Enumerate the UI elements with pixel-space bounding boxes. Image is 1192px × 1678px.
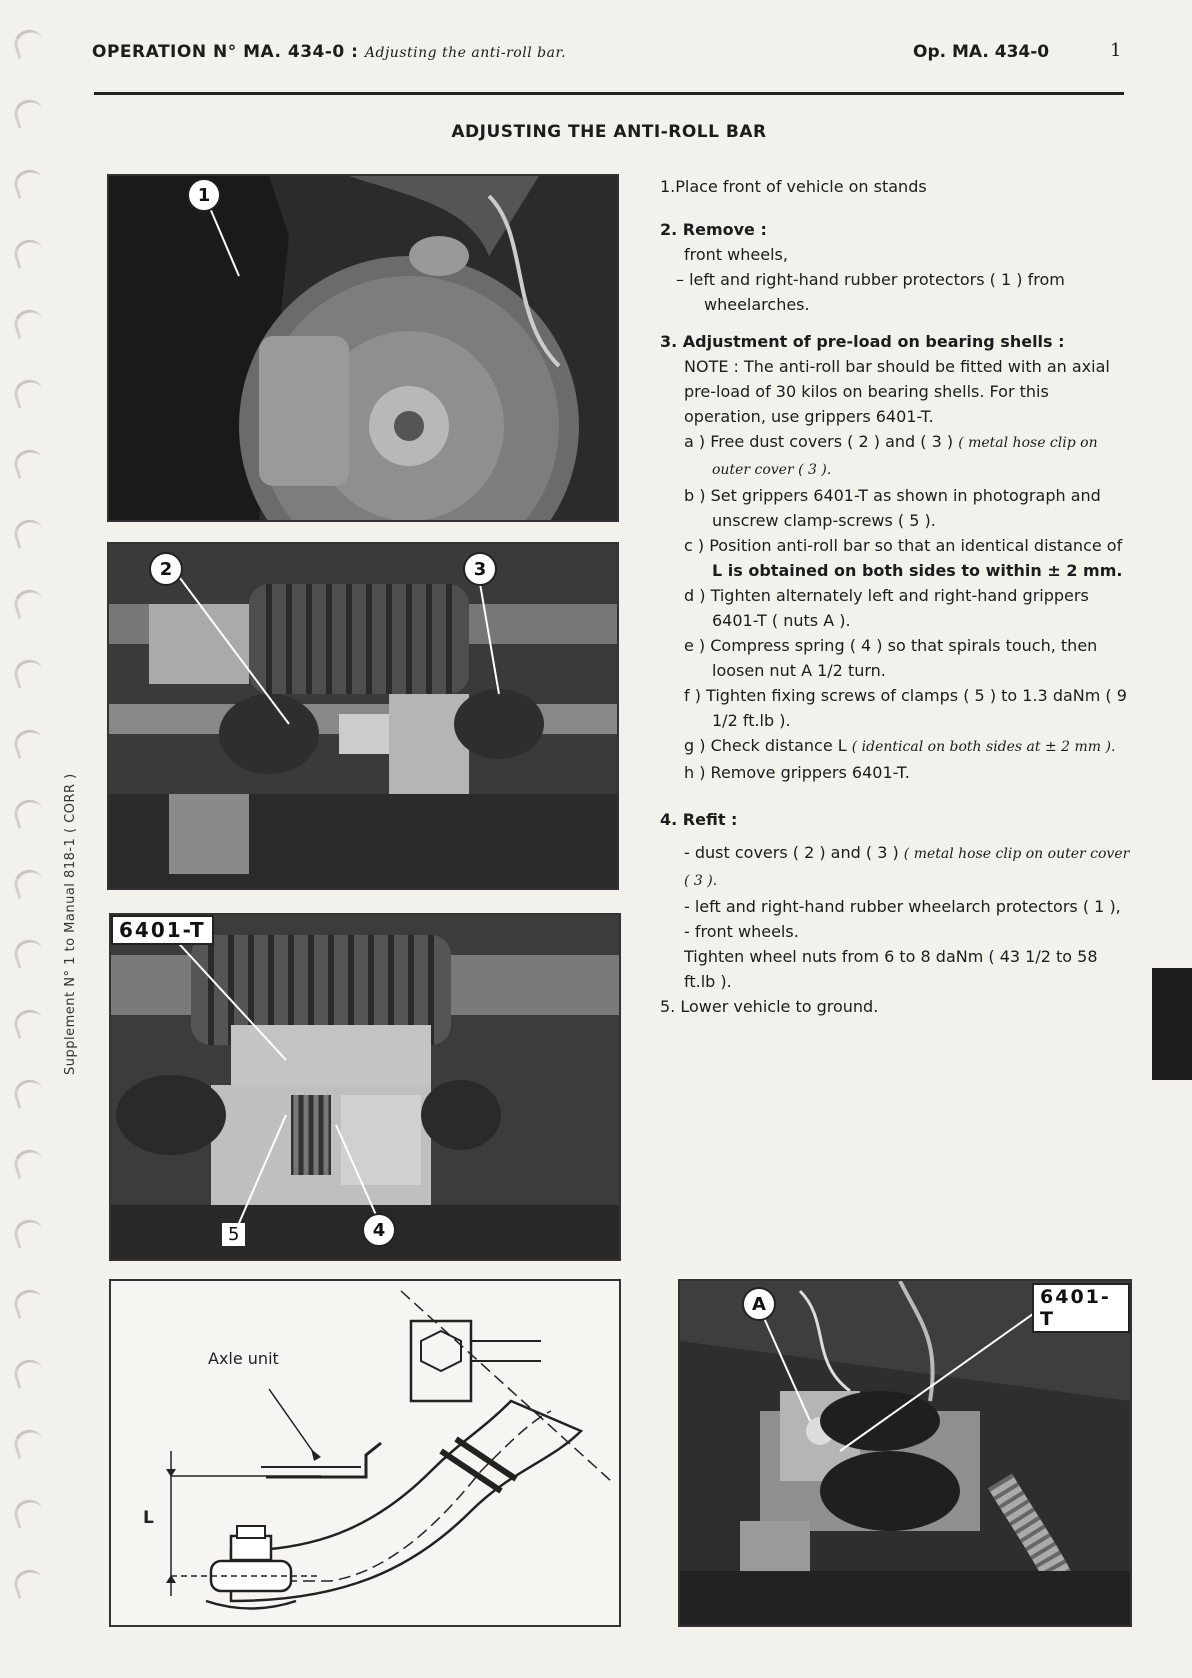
tool-label-6401-t: 6401-T [111,915,214,945]
callout-4: 4 [362,1213,396,1247]
step-3g [660,733,1130,760]
callout-a: A [742,1287,776,1321]
page-title: ADJUSTING THE ANTI-ROLL BAR [451,122,767,142]
operation-reference: Op. MA. 434-0 [913,42,1050,62]
step-3e: e ) Compress spring ( 4 ) so that spirals touch, then loosen nut A 1/2 turn. [684,636,1098,680]
step-3a-text: a ) Free dust covers ( 2 ) and ( 3 ) [684,432,954,451]
step-3f: f ) Tighten fixing screws of clamps ( 5 ) to 1.3 daNm ( 9 1/2 ft.lb ). [684,686,1127,730]
operation-code: OPERATION N° MA. 434-0 : [92,42,359,62]
step-2-heading: 2. Remove : [660,220,767,239]
section-tab-marker [1152,968,1192,1080]
header-divider [94,92,1124,95]
step-3c [660,533,1130,583]
step-1: 1.Place front of vehicle on stands [660,177,927,196]
step-3h: h ) Remove grippers 6401-T. [684,763,910,782]
dimension-l-label: L [143,1508,154,1528]
step-4c: - front wheels. [684,922,799,941]
step-3c-text: c ) Position anti-roll bar so that an identical distance of [684,536,1123,555]
step-3-note: NOTE : The anti-roll bar should be fitted with an axial pre-load of 30 kilos on bearing shells. For this operation, use grippers 6401-T. [684,357,1110,426]
step-3-heading: 3. Adjustment of pre-load on bearing shells : [660,332,1065,351]
step-4a [660,840,1130,894]
step-4a-note: ( metal hose clip on outer cover ( 3 ). [684,846,1130,889]
diagram-axle-unit [109,1279,621,1627]
side-note: Supplement N° 1 to Manual 818-1 ( CORR ) [63,773,78,1075]
tool-label-6401-t-photo4: 6401-T [1032,1283,1130,1333]
step-3a-note: ( metal hose clip on outer cover ( 3 ). [712,435,1098,478]
axle-diagram-drawing [111,1281,619,1625]
step-3b: b ) Set grippers 6401-T as shown in photograph and unscrew clamp-screws ( 5 ). [684,486,1101,530]
callout-1: 1 [187,178,221,212]
photo-grippers [109,913,621,1261]
header-operation [92,42,566,62]
step-3a [660,429,1130,483]
procedure-steps [660,174,1130,1019]
photo-wheel-arch [107,174,619,522]
page-number: 1 [1110,40,1122,61]
step-2-item: front wheels, [684,245,788,264]
photo-gripper-nut [678,1279,1132,1627]
step-4-heading: 4. Refit : [660,810,738,829]
photo-dust-covers [107,542,619,890]
step-3g-text: g ) Check distance L [684,736,847,755]
step-5: 5. Lower vehicle to ground. [660,997,879,1016]
step-4-torque: Tighten wheel nuts from 6 to 8 daNm ( 43 1/2 to 58 ft.lb ). [684,947,1098,991]
callout-2: 2 [149,552,183,586]
step-3g-note: ( identical on both sides at ± 2 mm ). [851,739,1116,755]
callout-3: 3 [463,552,497,586]
step-3c-bold: L is obtained on both sides to within ± 2 mm. [712,561,1123,580]
callout-5: 5 [222,1223,245,1246]
axle-unit-label: Axle unit [208,1349,279,1368]
step-4a-text: - dust covers ( 2 ) and ( 3 ) [684,843,899,862]
step-2-item: – left and right-hand rubber protectors ( 1 ) from wheelarches. [676,270,1065,314]
step-4b: - left and right-hand rubber wheelarch protectors ( 1 ), [684,897,1121,916]
step-3d: d ) Tighten alternately left and right-hand grippers 6401-T ( nuts A ). [684,586,1089,630]
operation-title: Adjusting the anti-roll bar. [364,45,567,61]
